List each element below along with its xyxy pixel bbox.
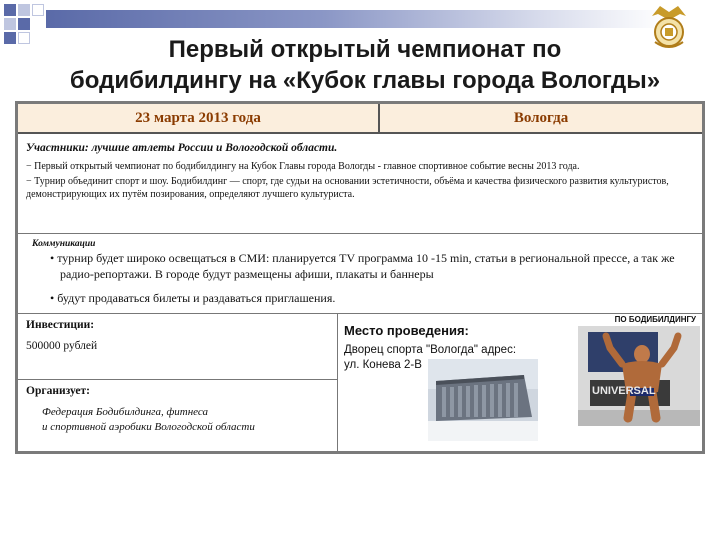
organizer-name-line-1: Федерация Бодибилдинга, фитнеса	[42, 406, 208, 418]
communication-section	[18, 234, 702, 314]
title-line-2: бодибилдингу на «Кубок главы города Вологды»	[69, 67, 661, 94]
top-gradient-bar	[46, 10, 666, 28]
participants-text: Участники: лучшие атлеты России и Вологодской области.	[26, 142, 338, 154]
organizer-name-line-2: и спортивной аэробики Вологодской области	[42, 421, 255, 433]
description-paragraph-2: − Турнир объединит спорт и шоу. Бодибилдинг — спорт, где судьи на основании эстетичности, объёма и качества физического развития культуристов, демонстрирующих их путём позирования, определяют лучшего культуриста.	[26, 176, 669, 200]
venue-address-line-2: ул. Конева 2-В	[344, 359, 422, 371]
sports-palace-photo	[428, 359, 538, 441]
event-date: 23 марта 2013 года	[135, 110, 261, 126]
organizer-label: Организует:	[26, 385, 90, 397]
communication-title: Коммуникации	[32, 239, 96, 249]
page-title	[30, 34, 700, 96]
description-paragraph-1: − Первый открытый чемпионат по бодибилдингу на Кубок Главы города Вологды - главное спортивное событие весны 2013 года.	[26, 161, 580, 172]
communication-bullet-2: • будут продаваться билеты и раздаваться приглашения.	[50, 291, 336, 305]
communication-bullet-1: • турнир будет широко освещаться в СМИ: планируется TV программа 10 -15 min, статьи в региональной прессе, а так же радио-репортажи. В городе будут размещены афиши, плакаты и баннеры	[50, 251, 675, 281]
info-frame	[15, 101, 705, 454]
title-line-1: Первый открытый чемпионат по	[168, 36, 562, 63]
investment-box	[18, 314, 338, 380]
organizer-box	[18, 380, 338, 451]
investment-label: Инвестиции:	[26, 319, 95, 331]
poster-brand: UNIVERSAL	[592, 385, 656, 397]
description-section	[18, 134, 702, 234]
venue-label: Место проведения:	[344, 323, 469, 338]
bodybuilder-poster-photo	[578, 314, 700, 426]
header-row	[18, 104, 702, 134]
event-city: Вологда	[513, 110, 569, 126]
investment-value: 500000 рублей	[26, 340, 98, 352]
poster-caption: ПО БОДИБИЛДИНГУ	[614, 315, 696, 324]
venue-address-line-1: Дворец спорта "Вологда" адрес:	[344, 344, 517, 356]
details-section	[18, 314, 702, 451]
